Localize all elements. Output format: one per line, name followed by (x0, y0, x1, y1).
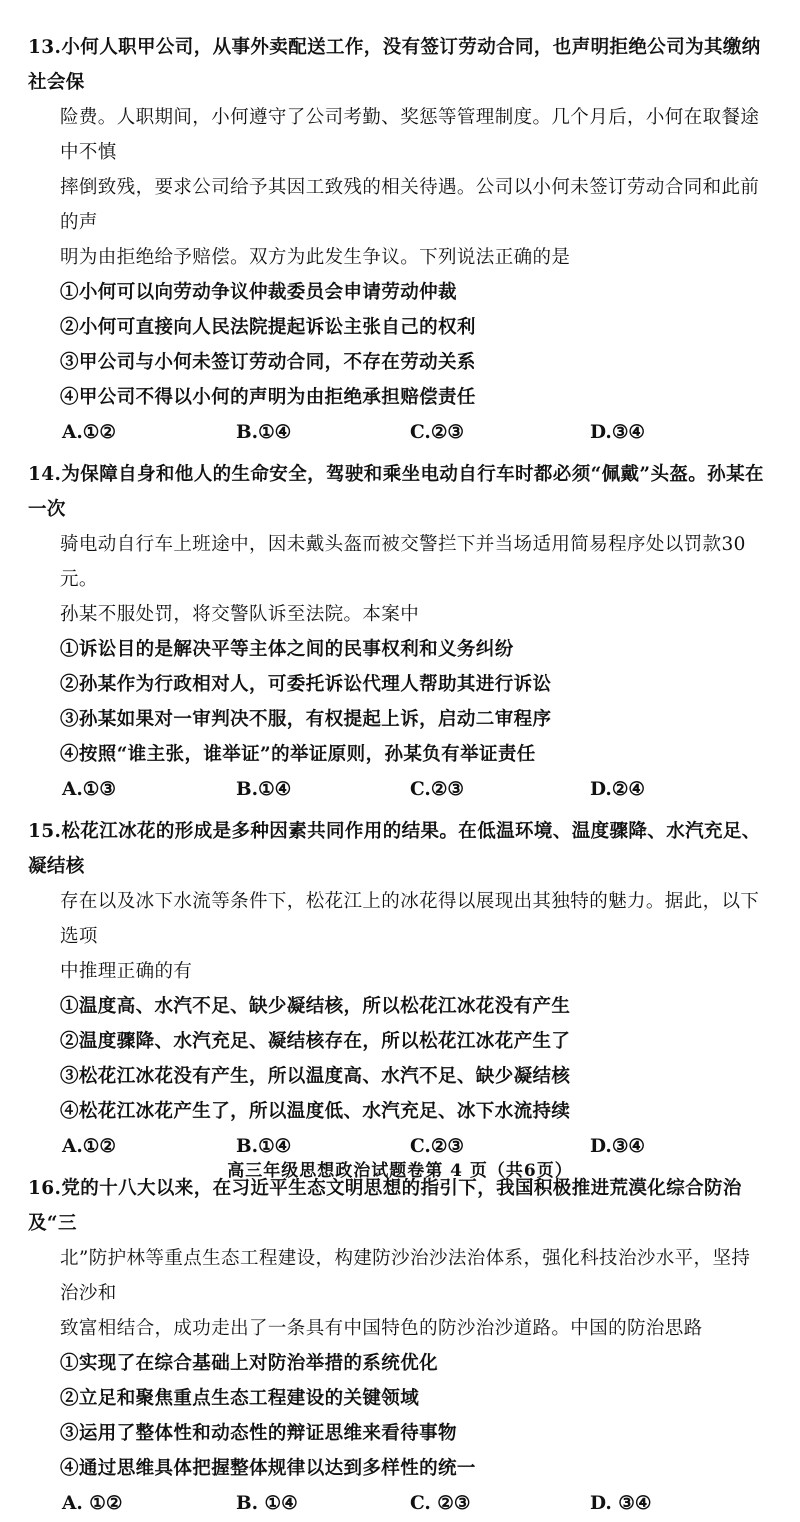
question-number: 15. (28, 821, 62, 842)
statement-option: ④通过思维具体把握整体规律以达到多样性的统一 (60, 1458, 476, 1479)
answer-choice-d[interactable]: D.③④ (590, 422, 645, 443)
answer-choice-a[interactable]: A.①② (62, 1136, 116, 1157)
statement-option: ③松花江冰花没有产生，所以温度高、水汽不足、缺少凝结核 (60, 1066, 571, 1087)
statement-option: ①温度高、水汽不足、缺少凝结核，所以松花江冰花没有产生 (60, 996, 571, 1017)
statement-option: ④甲公司不得以小何的声明为由拒绝承担赔偿责任 (60, 387, 476, 408)
question-stem-line: 14.为保障自身和他人的生命安全，驾驶和乘坐电动自行车时都必须“佩戴”头盔。孙某在一次 (28, 464, 764, 520)
answer-choice-d[interactable]: D. ③④ (590, 1493, 652, 1514)
answer-choice-c[interactable]: C. ②③ (410, 1493, 471, 1514)
answer-choices (28, 415, 764, 451)
statement-option: ④松花江冰花产生了，所以温度低、水汽充足、冰下水流持续 (60, 1101, 571, 1122)
question-stem-line: 13.小何人职甲公司，从事外卖配送工作，没有签订劳动合同，也声明拒绝公司为其缴纳社会保 (28, 37, 761, 93)
answer-choice-c[interactable]: C.②③ (410, 779, 465, 800)
statement-option: ①实现了在综合基础上对防治举措的系统优化 (60, 1353, 439, 1374)
question-stem-line: 致富相结合，成功走出了一条具有中国特色的防沙治沙道路。中国的防治思路 (60, 1318, 703, 1339)
answer-choice-c[interactable]: C.②③ (410, 1136, 465, 1157)
statement-option: ③运用了整体性和动态性的辩证思维来看待事物 (60, 1423, 457, 1444)
question-15 (28, 814, 764, 1165)
question-stem-line: 北”防护林等重点生态工程建设，构建防沙治沙法治体系，强化科技治沙水平，坚持治沙和 (60, 1248, 751, 1304)
answer-choice-c[interactable]: C.②③ (410, 422, 465, 443)
question-stem-line: 摔倒致残，要求公司给予其因工致残的相关待遇。公司以小何未签订劳动合同和此前的声 (60, 177, 760, 233)
answer-choice-d[interactable]: D.③④ (590, 1136, 645, 1157)
question-stem-line: 存在以及冰下水流等条件下，松花江上的冰花得以展现出其独特的魅力。据此，以下选项 (60, 891, 760, 947)
question-stem-line: 15.松花江冰花的形成是多种因素共同作用的结果。在低温环境、温度骤降、水汽充足、凝结核 (28, 821, 761, 877)
question-stem-line: 16.党的十八大以来，在习近平生态文明思想的指引下，我国积极推进荒漠化综合防治及“三 (28, 1178, 742, 1234)
page-footer: 高三年级思想政治试题卷第 4 页（共6页） (227, 1161, 573, 1181)
question-13 (28, 30, 764, 451)
statement-option: ②立足和聚焦重点生态工程建设的关键领域 (60, 1388, 420, 1409)
answer-choice-b[interactable]: B.①④ (236, 779, 292, 800)
statement-option: ②孙某作为行政相对人，可委托诉讼代理人帮助其进行诉讼 (60, 674, 552, 695)
answer-choice-d[interactable]: D.②④ (590, 779, 645, 800)
answer-choice-b[interactable]: B. ①④ (236, 1493, 298, 1514)
question-stem-line: 孙某不服处罚，将交警队诉至法院。本案中 (60, 604, 420, 625)
answer-choice-a[interactable]: A.①③ (62, 779, 116, 800)
statement-option: ①小何可以向劳动争议仲裁委员会申请劳动仲裁 (60, 282, 457, 303)
question-16 (28, 1171, 764, 1522)
statement-option: ②小何可直接向人民法院提起诉讼主张自己的权利 (60, 317, 476, 338)
answer-choice-a[interactable]: A. ①② (62, 1493, 123, 1514)
question-stem-line: 险费。人职期间，小何遵守了公司考勤、奖惩等管理制度。几个月后，小何在取餐途中不慎 (60, 107, 760, 163)
statement-option: ③甲公司与小何未签订劳动合同，不存在劳动关系 (60, 352, 476, 373)
question-number: 13. (28, 37, 62, 58)
question-number: 14. (28, 464, 62, 485)
answer-choice-b[interactable]: B.①④ (236, 422, 292, 443)
answer-choice-a[interactable]: A.①② (62, 422, 116, 443)
question-stem-line: 骑电动自行车上班途中，因未戴头盔而被交警拦下并当场适用简易程序处以罚款30元。 (60, 534, 746, 590)
answer-choices (28, 1486, 764, 1522)
statement-option: ③孙某如果对一审判决不服，有权提起上诉，启动二审程序 (60, 709, 552, 730)
question-stem-line: 明为由拒绝给予赔偿。双方为此发生争议。下列说法正确的是 (60, 247, 571, 268)
statement-option: ②温度骤降、水汽充足、凝结核存在，所以松花江冰花产生了 (60, 1031, 571, 1052)
statement-option: ④按照“谁主张，谁举证”的举证原则，孙某负有举证责任 (60, 744, 536, 765)
question-14 (28, 457, 764, 808)
question-stem-line: 中推理正确的有 (60, 961, 193, 982)
question-number: 16. (28, 1178, 62, 1199)
answer-choice-b[interactable]: B.①④ (236, 1136, 292, 1157)
answer-choices (28, 772, 764, 808)
statement-option: ①诉讼目的是解决平等主体之间的民事权利和义务纠纷 (60, 639, 514, 660)
